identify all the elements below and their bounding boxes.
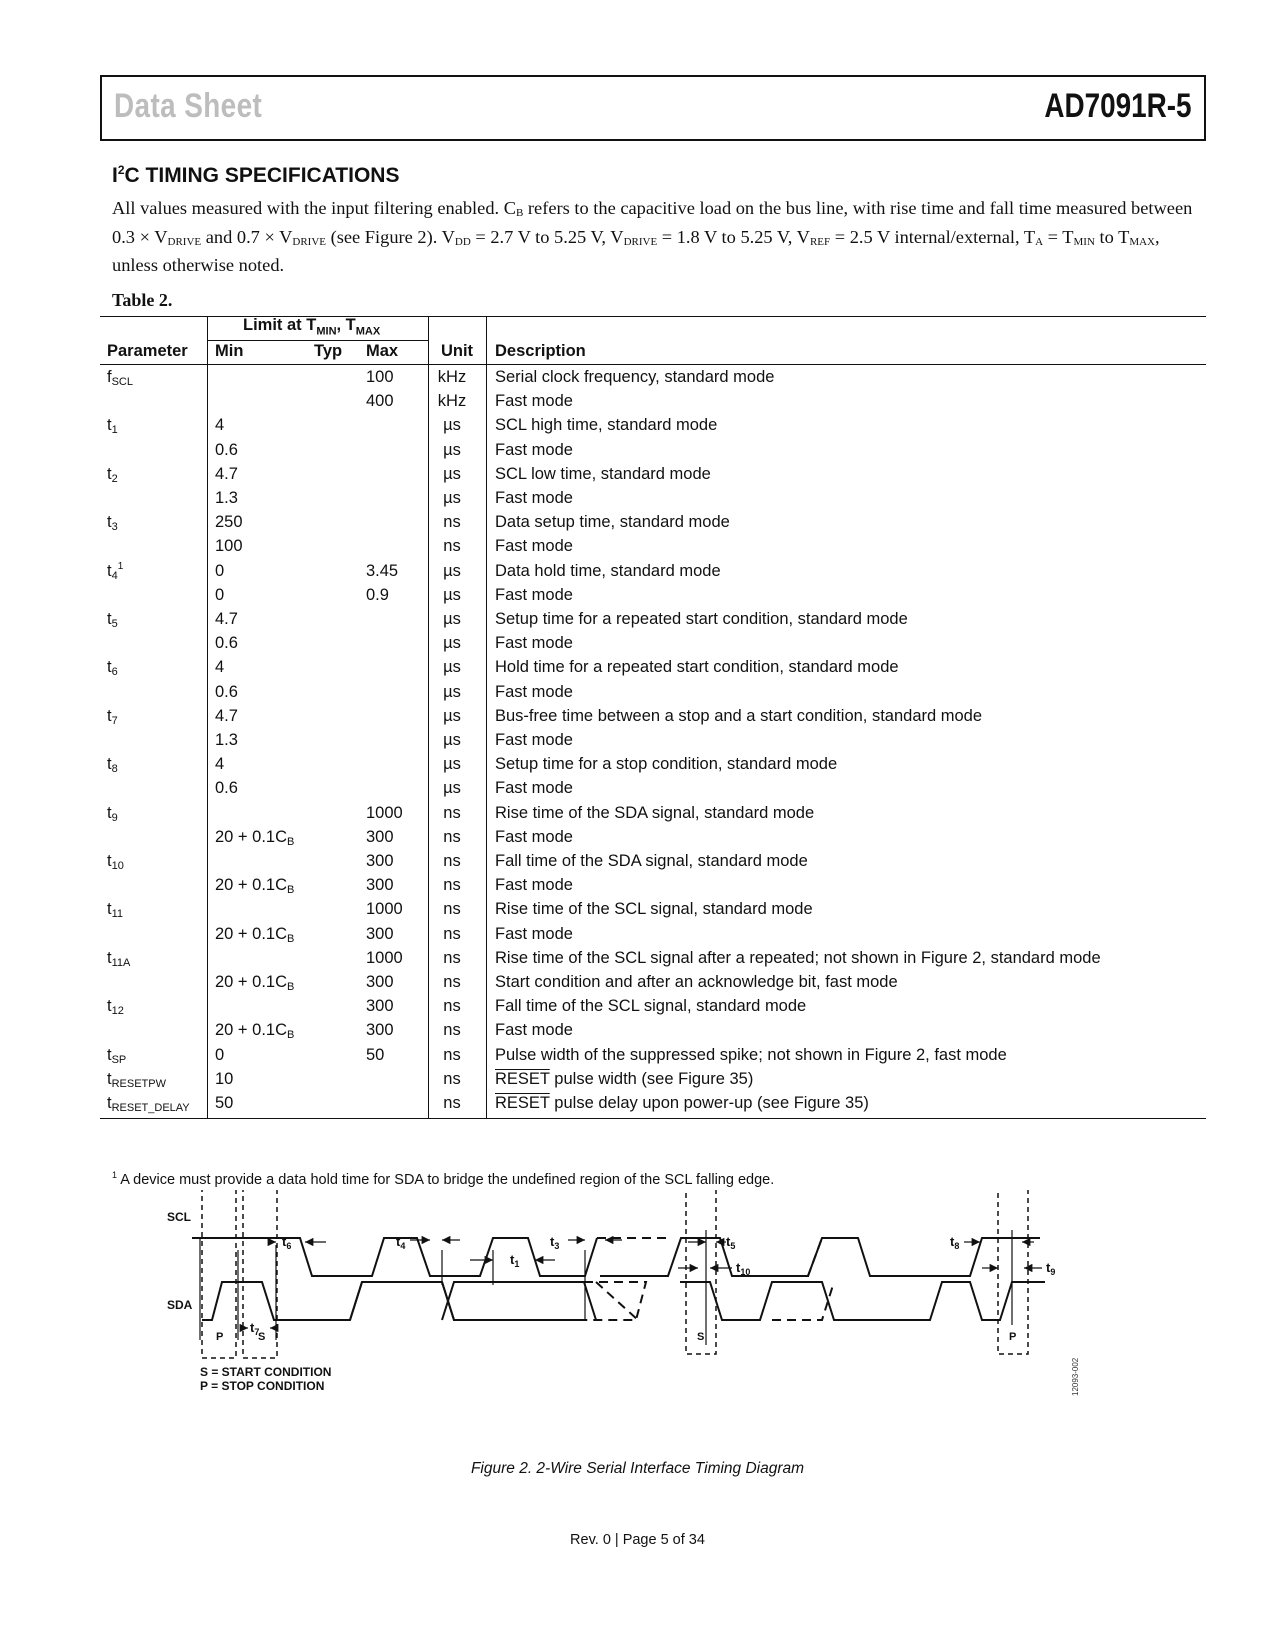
- cell-parameter: $t_8$: [107, 755, 118, 776]
- cell-parameter: $t_{SP}$: [107, 1045, 127, 1066]
- table-label: Table 2.: [112, 290, 173, 310]
- cell-min: $20 + 0.1C_B$: [215, 827, 295, 848]
- cell-description: Fast mode: [495, 924, 573, 943]
- cell-unit: µs: [443, 779, 461, 798]
- cell-unit: ns: [443, 900, 461, 919]
- cell-max: 0.9: [366, 585, 389, 604]
- cell-unit: µs: [443, 755, 461, 774]
- cell-description: Bus-free time between a stop and a start condition, standard mode: [495, 706, 983, 725]
- cell-description: RESET pulse width (see Figure 35): [495, 1069, 754, 1088]
- header-description: Description: [495, 342, 586, 360]
- start-marker-repeated: S: [697, 1331, 705, 1343]
- cell-parameter: $t_9$: [107, 803, 118, 824]
- figure-caption: Figure 2. 2-Wire Serial Interface Timing Diagram: [470, 1460, 805, 1477]
- cell-min: 4: [215, 755, 225, 774]
- cell-description: Pulse width of the suppressed spike; not shown in Figure 2, fast mode: [495, 1045, 1007, 1064]
- stop-condition-box-end: [998, 1190, 1028, 1354]
- cell-unit: µs: [443, 489, 461, 507]
- header-parameter: Parameter: [107, 342, 188, 360]
- legend-start: S = START CONDITION: [200, 1365, 332, 1379]
- cell-description: Fast mode: [495, 1021, 573, 1040]
- t1-label: $t_1$: [510, 1252, 520, 1269]
- header-max: Max: [366, 342, 399, 360]
- sda-waveform: [202, 1282, 584, 1320]
- cell-description: RESET pulse delay upon power-up (see Figure 35): [495, 1094, 869, 1112]
- cell-unit: µs: [443, 464, 461, 483]
- cell-unit: ns: [443, 997, 461, 1016]
- start-marker: S: [258, 1331, 266, 1343]
- timing-diagram: [160, 1190, 1100, 1450]
- cell-min: 0.6: [215, 779, 238, 798]
- t10-label: $t_{10}$: [736, 1260, 751, 1277]
- cell-unit: ns: [443, 1045, 461, 1064]
- cell-parameter: $t_3$: [107, 513, 118, 534]
- cell-min: 50: [215, 1094, 234, 1112]
- cell-min: 0: [215, 585, 225, 604]
- cell-unit: ns: [443, 827, 461, 846]
- cell-unit: ns: [443, 1021, 461, 1040]
- cell-max: 300: [366, 852, 394, 870]
- cell-unit: ns: [443, 924, 461, 943]
- cell-description: SCL low time, standard mode: [495, 464, 711, 483]
- t4-label: $t_4$: [396, 1234, 406, 1251]
- cell-parameter: $t_{RESET\_DELAY}$: [107, 1094, 190, 1114]
- cell-parameter: $t_7$: [107, 706, 118, 727]
- cell-description: Fast mode: [495, 876, 573, 895]
- cell-max: 1000: [366, 948, 403, 967]
- cell-max: 300: [366, 924, 394, 943]
- cell-unit: ns: [443, 973, 461, 991]
- t6-label: $t_6$: [282, 1234, 292, 1251]
- cell-description: Fall time of the SCL signal, standard mode: [495, 997, 807, 1016]
- cell-unit: ns: [443, 537, 461, 556]
- cell-description: SCL high time, standard mode: [495, 416, 718, 435]
- cell-description: Rise time of the SCL signal after a repeated; not shown in Figure 2, standard mode: [495, 948, 1101, 967]
- cell-parameter: $t_6$: [107, 658, 118, 679]
- column-divider: [486, 316, 487, 1118]
- cell-unit: µs: [443, 706, 461, 725]
- cell-description: Start condition and after an acknowledge bit, fast mode: [495, 973, 898, 991]
- cell-unit: ns: [443, 513, 461, 532]
- column-divider: [207, 316, 208, 1118]
- t5-label: $t_5$: [726, 1234, 736, 1251]
- header-unit: Unit: [440, 342, 474, 360]
- table-footnote: $^1$ A device must provide a data hold time for SDA to bridge the undefined region of the SCL falling edge.: [112, 1170, 775, 1188]
- cell-description: Fast mode: [495, 440, 573, 459]
- cell-unit: µs: [443, 561, 461, 580]
- cell-description: Setup time for a repeated start condition, standard mode: [495, 610, 908, 628]
- cell-description: Fast mode: [495, 392, 573, 411]
- stop-marker-end: P: [1009, 1331, 1017, 1343]
- cell-min: $20 + 0.1C_B$: [215, 1021, 295, 1042]
- cell-unit: µs: [443, 416, 461, 435]
- group-header-rule: [207, 340, 428, 341]
- cell-parameter: $t_{RESETPW}$: [107, 1069, 166, 1090]
- cell-description: Fast mode: [495, 682, 573, 701]
- stop-marker: P: [216, 1331, 224, 1343]
- cell-unit: ns: [443, 1069, 461, 1088]
- cell-description: Fast mode: [495, 585, 573, 604]
- cell-description: Serial clock frequency, standard mode: [495, 368, 775, 386]
- cell-parameter: $t_{11}$: [107, 900, 124, 921]
- cell-min: 0.6: [215, 634, 238, 653]
- limit-group-header: Limit at $T_{MIN}$, $T_{MAX}$: [243, 316, 381, 338]
- cell-unit: µs: [443, 634, 461, 653]
- t7-label: $t_7$: [250, 1320, 260, 1337]
- cell-min: 0.6: [215, 440, 238, 459]
- cell-description: Fast mode: [495, 634, 573, 653]
- cell-unit: kHz: [437, 368, 467, 386]
- repeated-start-box: [686, 1190, 716, 1354]
- t3-label: $t_3$: [550, 1234, 560, 1251]
- cell-unit: µs: [443, 585, 461, 604]
- part-number-title: AD7091R-5: [1044, 87, 1192, 125]
- cell-parameter: $t_{10}$: [107, 852, 124, 872]
- legend-stop: P = STOP CONDITION: [200, 1379, 325, 1393]
- cell-description: Data hold time, standard mode: [495, 561, 721, 580]
- page-footer: Rev. 0 | Page 5 of 34: [570, 1532, 705, 1548]
- cell-max: 50: [366, 1045, 385, 1064]
- cell-min: 4.7: [215, 464, 238, 483]
- cell-min: 1.3: [215, 489, 238, 507]
- cell-description: Fast mode: [495, 537, 573, 556]
- cell-parameter: $t_2$: [107, 464, 118, 485]
- cell-min: 4.7: [215, 706, 238, 725]
- cell-parameter: $t_4^1$: [107, 560, 124, 582]
- cell-min: 0: [215, 1045, 225, 1064]
- cell-max: 100: [366, 368, 394, 386]
- cell-unit: µs: [443, 682, 461, 701]
- cell-unit: ns: [443, 852, 461, 870]
- cell-max: 3.45: [366, 561, 399, 580]
- cell-min: $20 + 0.1C_B$: [215, 876, 295, 897]
- cell-description: Fast mode: [495, 779, 573, 798]
- cell-max: 300: [366, 1021, 394, 1040]
- table-bottom-rule: [100, 1118, 1206, 1119]
- cell-min: 1.3: [215, 731, 238, 749]
- cell-description: Fast mode: [495, 731, 573, 749]
- cell-min: 4.7: [215, 610, 238, 628]
- cell-description: Fast mode: [495, 489, 573, 507]
- header-min: Min: [215, 342, 244, 360]
- header-typ: Typ: [314, 342, 343, 360]
- cell-parameter: $t_1$: [107, 416, 118, 437]
- document-type-title: Data Sheet: [114, 87, 263, 125]
- table-header-rule: [100, 364, 1206, 365]
- cell-description: Fast mode: [495, 827, 573, 846]
- cell-unit: µs: [443, 731, 461, 749]
- scl-dashed: [597, 1238, 822, 1276]
- cell-min: 4: [215, 416, 225, 435]
- cell-parameter: $t_{11A}$: [107, 948, 131, 969]
- cell-min: 0.6: [215, 682, 238, 701]
- cell-min: 100: [215, 537, 243, 556]
- cell-max: 300: [366, 973, 394, 991]
- sda-waveform: [680, 1282, 1045, 1320]
- sda-waveform: [350, 1282, 596, 1320]
- cell-min: $20 + 0.1C_B$: [215, 924, 295, 945]
- cell-unit: ns: [443, 948, 461, 967]
- cell-description: Rise time of the SDA signal, standard mode: [495, 803, 815, 822]
- section-title: $I^2C$ TIMING SPECIFICATIONS: [112, 163, 400, 187]
- cell-max: 300: [366, 827, 394, 846]
- scl-label: SCL: [167, 1210, 191, 1224]
- cell-description: Hold time for a repeated start condition, standard mode: [495, 658, 899, 677]
- cell-description: Setup time for a stop condition, standard mode: [495, 755, 838, 774]
- cell-min: 0: [215, 561, 225, 580]
- cell-max: 1000: [366, 803, 403, 822]
- cell-description: Fall time of the SDA signal, standard mode: [495, 852, 808, 870]
- cell-unit: ns: [443, 1094, 461, 1112]
- cell-description: Rise time of the SCL signal, standard mode: [495, 900, 813, 919]
- cell-unit: µs: [443, 658, 461, 677]
- scl-waveform: [192, 1238, 597, 1276]
- cell-description: Data setup time, standard mode: [495, 513, 730, 532]
- intro-paragraph: All values measured with the input filtering enabled. $C_B$ refers to the capacitive load on the bus line, with rise time and fall time measured between $0.3 \times V_{DRIVE}$ and $0.7 \times V_{DRIVE}$ (see Figure 2). $V_{DD} = 2.7$ V to 5.25 V, $V_{DRIVE} = 1.8$ V to 5.25 V, $V_{REF} = 2.5$ V internal/external, $T_A = T_{MIN}$ to $T_{MAX}$, unless otherwise noted.: [112, 198, 1193, 275]
- cell-parameter: $t_5$: [107, 610, 118, 630]
- cell-max: 300: [366, 876, 394, 895]
- cell-unit: µs: [443, 610, 461, 628]
- cell-unit: ns: [443, 803, 461, 822]
- cell-unit: ns: [443, 876, 461, 895]
- figure-code: 12093-002: [1071, 1357, 1080, 1396]
- cell-min: 250: [215, 513, 243, 532]
- cell-unit: kHz: [437, 392, 467, 411]
- cell-parameter: $t_{12}$: [107, 997, 124, 1018]
- cell-min: $20 + 0.1C_B$: [215, 973, 295, 993]
- cell-unit: µs: [443, 440, 461, 459]
- cell-parameter: $f_{SCL}$: [107, 368, 133, 388]
- sda-label: SDA: [167, 1298, 193, 1312]
- cell-max: 1000: [366, 900, 403, 919]
- page-header: [100, 75, 1206, 141]
- cell-max: 300: [366, 997, 394, 1016]
- sda-dashed: [584, 1282, 834, 1320]
- t9-label: $t_9$: [1046, 1260, 1056, 1277]
- t8-label: $t_8$: [950, 1234, 960, 1251]
- cell-max: 400: [366, 392, 394, 411]
- cell-min: 4: [215, 658, 225, 677]
- cell-min: 10: [215, 1069, 234, 1088]
